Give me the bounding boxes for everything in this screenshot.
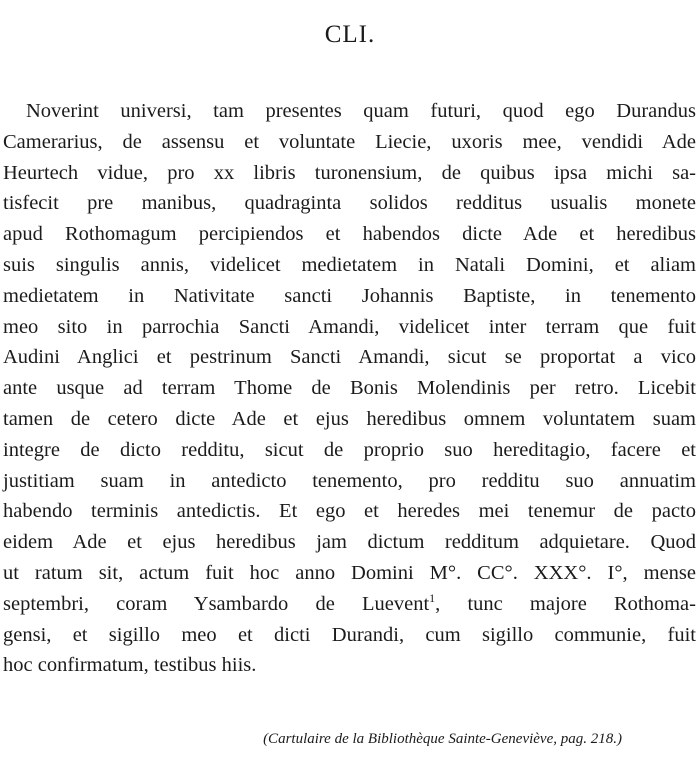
text-line: suis singulis annis, videlicet medietatem in Natali Domini, et aliam <box>3 253 696 276</box>
text-line: Audini Anglici et pestrinum Sancti Amandi, sicut se proportat a vico <box>3 346 696 369</box>
text-line: gensi, et sigillo meo et dicti Durandi, cum sigillo communie, fuit <box>3 623 696 646</box>
text-line: eidem Ade et ejus heredibus jam dictum redditum adquietare. Quod <box>3 531 696 554</box>
text-line: Heurtech vidue, pro xx libris turonensium, de quibus ipsa michi sa- <box>3 161 696 184</box>
text-line: integre de dicto redditu, sicut de proprio suo hereditagio, facere et <box>3 438 696 461</box>
text-line: ut ratum sit, actum fuit hoc anno Domini M°. CC°. XXX°. I°, mense <box>3 561 696 584</box>
text-line: apud Rothomagum percipiendos et habendos dicte Ade et heredibus <box>3 223 696 246</box>
text-line: meo sito in parrochia Sancti Amandi, videlicet inter terram que fuit <box>3 315 696 338</box>
source-citation: (Cartulaire de la Bibliothèque Sainte-Geneviève, pag. 218.) <box>263 731 622 747</box>
text-line: Camerarius, de assensu et voluntate Liecie, uxoris mee, vendidi Ade <box>3 130 696 153</box>
text-line: ante usque ad terram Thome de Bonis Molendinis per retro. Licebit <box>3 377 696 400</box>
text-line: hoc confirmatum, testibus hiis. <box>3 654 257 677</box>
text-line: habendo terminis antedictis. Et ego et heredes mei tenemur de pacto <box>3 500 696 523</box>
text-line: tamen de cetero dicte Ade et ejus heredibus omnem voluntatem suam <box>3 407 696 430</box>
text-line: Noverint universi, tam presentes quam futuri, quod ego Durandus <box>26 100 696 122</box>
charter-number-heading: CLI. <box>324 21 376 48</box>
footnote-marker: 1 <box>429 590 436 605</box>
text-line-end: , tunc majore Rothoma- <box>435 592 696 615</box>
text-line: medietatem in Nativitate sancti Johannis Baptiste, in tenemento <box>3 284 696 307</box>
text-line-start: septembri, coram Ysambardo de Luevent <box>3 592 430 615</box>
text-line: justitiam suam in antedicto tenemento, pro redditu suo annuatim <box>3 469 696 492</box>
charter-text <box>0 96 700 681</box>
text-line <box>0 589 700 620</box>
text-line: tisfecit pre manibus, quadraginta solidos redditus usualis monete <box>3 192 696 215</box>
